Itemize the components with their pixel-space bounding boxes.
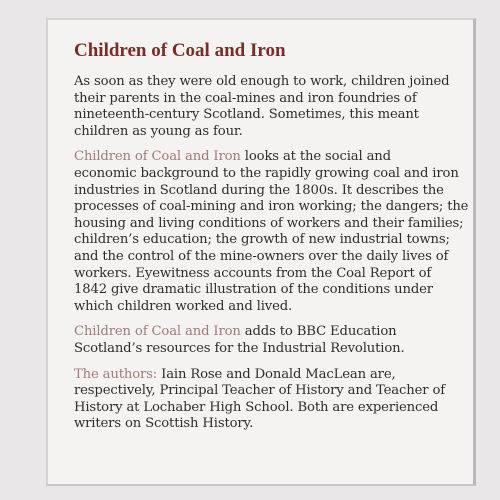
text-line: children’s education; the growth of new industrial towns; <box>74 232 450 248</box>
book-title-emphasis: Children of Coal and Iron <box>74 324 241 340</box>
paragraph-description <box>74 149 469 315</box>
text-line: Scotland’s resources for the Industrial Revolution. <box>74 340 405 356</box>
text-line: which children worked and lived. <box>74 298 293 314</box>
text-line: History at Lochaber High School. Both are experienced <box>74 399 439 415</box>
text-fragment: looks at the social and <box>240 149 391 165</box>
text-line <box>74 149 455 166</box>
text-line: 1842 give dramatic illustration of the conditions under <box>74 282 433 298</box>
text-line <box>74 324 455 341</box>
text-line: housing and living conditions of workers and their families; <box>74 215 464 231</box>
text-line: respectively, Principal Teacher of History and Teacher of <box>74 383 445 399</box>
page-title: Children of Coal and Iron <box>74 40 286 61</box>
text-line: and the control of the mine-owners over the daily lives of <box>74 248 449 264</box>
text-line: economic background to the rapidly growing coal and iron <box>74 165 459 181</box>
text-line: children as young as four. <box>74 123 243 139</box>
text-fragment: adds to BBC Education <box>240 324 397 340</box>
text-panel <box>46 18 476 486</box>
text-line: industries in Scotland during the 1800s. It describes the <box>74 182 444 198</box>
text-line: writers on Scottish History. <box>74 416 254 432</box>
text-line: processes of coal-mining and iron working; the dangers; the <box>74 199 469 215</box>
text-line: their parents in the coal-mines and iron foundries of <box>74 90 417 106</box>
paragraph-authors <box>74 367 455 433</box>
authors-label: The authors: <box>74 366 158 382</box>
paragraph-series <box>74 324 455 357</box>
text-line: As soon as they were old enough to work, children joined <box>74 74 450 89</box>
book-title-emphasis: Children of Coal and Iron <box>74 149 241 165</box>
text-fragment: Iain Rose and Donald MacLean are, <box>157 366 396 382</box>
text-line <box>74 367 455 384</box>
text-line: workers. Eyewitness accounts from the Coal Report of <box>74 265 432 281</box>
text-line: nineteenth-century Scotland. Sometimes, this meant <box>74 107 419 123</box>
paragraph-intro <box>74 74 455 140</box>
